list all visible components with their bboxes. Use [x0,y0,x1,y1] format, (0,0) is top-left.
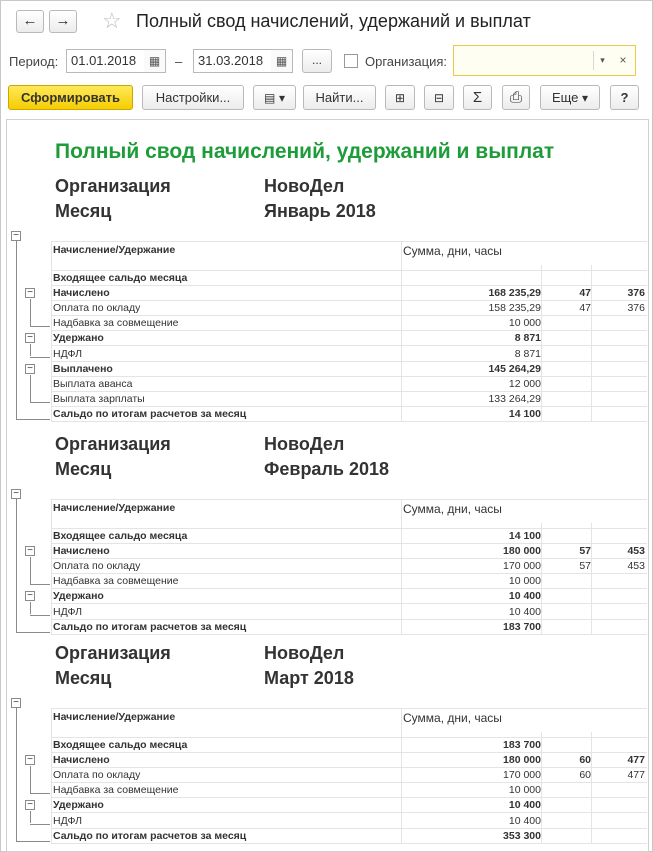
collapse-subgroup-icon[interactable]: − [25,288,35,298]
row-days: 60 [579,754,591,767]
row-amount: 180 000 [503,754,541,767]
collapse-subgroup-icon[interactable]: − [25,591,35,601]
row-label: НДФЛ [53,814,82,827]
row-amount: 170 000 [503,560,541,573]
date-from-field[interactable]: 01.01.2018 [66,49,166,73]
table-row [51,605,647,620]
collapse-subgroup-icon[interactable]: − [25,364,35,374]
period-label: Период: [9,54,59,69]
row-amount: 14 100 [508,407,541,420]
choose-period-button[interactable]: ... [302,49,332,73]
row-days: 47 [579,302,591,315]
chevron-down-icon: ▾ [582,91,589,105]
calendar-from-button[interactable] [144,49,166,73]
row-label: Выплата аванса [53,377,133,390]
section-table [51,241,647,422]
subgroup-tree-line [30,357,50,358]
more-button[interactable] [540,85,600,110]
collapse-group-icon[interactable]: − [11,489,21,499]
table-header [51,499,647,529]
row-amount: 145 264,29 [488,362,541,375]
row-amount: 14 100 [508,530,541,542]
table-row [51,347,647,362]
row-days: 57 [579,545,591,558]
column-divider [401,241,402,422]
month-value: Январь 2018 [264,201,376,221]
table-row [51,407,647,422]
column-header-item: Начисление/Удержание [53,502,176,514]
column-divider [591,265,592,422]
row-hours: 376 [627,302,645,315]
org-value: НовоДел [264,643,345,663]
section-table [51,499,647,635]
organization-label: Организация: [365,54,448,69]
column-divider [401,708,402,844]
table-row [51,301,647,316]
printer-icon: ⎙ [509,89,522,106]
group-tree-line [16,708,17,841]
row-amount: 10 400 [508,590,541,603]
month-label: Месяц [55,201,112,221]
period-dash: – [175,54,183,69]
row-label: Начислено [53,754,110,767]
favorite-star-icon[interactable]: ☆ [102,8,122,33]
row-amount: 12 000 [508,377,541,390]
table-row [51,783,647,798]
expand-all-button[interactable] [385,85,415,110]
table-row [51,362,647,377]
row-amount: 180 000 [503,545,541,558]
chevron-down-icon[interactable]: ▾ [593,51,611,70]
row-label: Входящее сальдо месяца [53,530,188,542]
section-table [51,708,647,844]
help-icon: ? [620,90,629,105]
month-label: Месяц [55,459,112,479]
month-label: Месяц [55,668,112,688]
print-button[interactable] [502,85,530,110]
calendar-to-button[interactable] [271,49,293,73]
row-hours: 477 [627,769,645,782]
expand-groups-icon: ⊞ [394,91,406,105]
column-header-amount: Сумма, дни, часы [403,244,502,258]
row-label: Выплачено [53,362,113,375]
find-button[interactable]: Найти... [303,85,376,110]
subgroup-tree-line [30,326,50,327]
subgroup-tree-line [30,615,50,616]
table-row [51,753,647,768]
row-label: Сальдо по итогам расчетов за месяц [53,829,247,842]
month-value: Февраль 2018 [264,459,389,479]
row-amount: 168 235,29 [488,287,541,300]
row-label: Выплата зарплаты [53,392,145,405]
row-hours: 453 [627,560,645,573]
org-value: НовоДел [264,434,345,454]
table-row [51,620,647,635]
row-label: Удержано [53,799,104,812]
row-amount: 10 400 [508,814,541,827]
row-label: Сальдо по итогам расчетов за месяц [53,620,247,633]
column-divider [51,241,52,422]
row-amount: 10 000 [508,317,541,330]
row-amount: 10 000 [508,575,541,588]
row-label: Удержано [53,590,104,603]
table-row [51,544,647,559]
subgroup-tree-line [30,793,50,794]
clear-icon[interactable]: × [619,53,627,67]
row-amount: 183 700 [503,739,541,751]
row-amount: 8 871 [514,332,541,345]
chevron-down-icon: ▾ [278,91,285,105]
row-label: Надбавка за совмещение [53,575,179,588]
table-row [51,768,647,783]
column-divider [51,708,52,844]
row-label: Входящее сальдо месяца [53,739,188,751]
row-label: Надбавка за совмещение [53,317,179,330]
table-row [51,286,647,301]
row-days: 57 [579,560,591,573]
collapse-group-icon[interactable]: − [11,231,21,241]
row-label: Сальдо по итогам расчетов за месяц [53,407,247,420]
row-amount: 8 871 [514,347,541,360]
row-amount: 10 400 [508,605,541,618]
column-divider [541,265,542,422]
collapse-all-button[interactable] [424,85,454,110]
row-label: Оплата по окладу [53,560,141,573]
table-row [51,392,647,407]
row-amount: 183 700 [503,620,541,633]
row-amount: 10 400 [508,799,541,812]
row-hours: 477 [627,754,645,767]
report-title: Полный свод начислений, удержаний и выплат [55,140,555,163]
row-amount: 170 000 [503,769,541,782]
generate-button[interactable]: Сформировать [8,85,133,110]
settings-button[interactable]: Настройки... [142,85,244,110]
organization-field[interactable] [453,45,636,76]
forward-button[interactable] [49,10,77,33]
column-divider [541,523,542,635]
row-amount: 353 300 [503,829,541,842]
table-row [51,377,647,392]
back-button[interactable] [16,10,44,33]
group-tree-line [16,419,50,420]
group-tree-line [16,632,50,633]
row-label: НДФЛ [53,347,82,360]
table-row [51,798,647,813]
row-days: 47 [579,287,591,300]
row-amount: 158 235,29 [488,302,541,315]
row-label: Надбавка за совмещение [53,784,179,797]
collapse-subgroup-icon[interactable]: − [25,755,35,765]
window-title: Полный свод начислений, удержаний и выплат [136,11,531,31]
row-label: Начислено [53,287,110,300]
table-row [51,589,647,604]
collapse-subgroup-icon[interactable]: − [25,800,35,810]
table-header [51,708,647,738]
table-row [51,829,647,844]
table-row [51,316,647,331]
collapse-group-icon[interactable]: − [11,698,21,708]
report-spreadsheet[interactable] [6,119,649,852]
arrow-left-icon: ← [22,12,38,29]
sigma-icon: Σ [472,89,483,106]
group-tree-line [16,241,17,419]
row-label: НДФЛ [53,605,82,618]
column-divider [401,499,402,635]
column-divider [591,732,592,844]
subgroup-tree-line [30,766,31,793]
report-variant-button[interactable] [253,85,296,110]
help-button[interactable] [610,85,639,110]
row-hours: 376 [627,287,645,300]
collapse-subgroup-icon[interactable]: − [25,333,35,343]
report-variant-icon: ▤ [264,91,276,105]
row-hours: 453 [627,545,645,558]
table-row [51,738,647,753]
subgroup-tree-line [30,375,31,402]
row-days: 60 [579,769,591,782]
column-header-item: Начисление/Удержание [53,244,176,256]
month-value: Март 2018 [264,668,354,688]
organization-checkbox[interactable] [344,54,358,68]
row-amount: 133 264,29 [488,392,541,405]
column-divider [541,732,542,844]
row-label: Входящее сальдо месяца [53,272,188,284]
subgroup-tree-line [30,811,31,823]
column-divider [591,523,592,635]
org-value: НовоДел [264,176,345,196]
group-tree-line [16,499,17,632]
subgroup-tree-line [30,602,31,614]
table-header [51,241,647,271]
row-label: Начислено [53,545,110,558]
subgroup-tree-line [30,584,50,585]
column-header-item: Начисление/Удержание [53,711,176,723]
org-label: Организация [55,176,171,196]
table-row [51,331,647,346]
column-divider [51,499,52,635]
subgroup-tree-line [30,402,50,403]
subgroup-tree-line [30,557,31,584]
calendar-icon: ▦ [275,54,288,68]
collapse-subgroup-icon[interactable]: − [25,546,35,556]
row-label: Удержано [53,332,104,345]
sum-button[interactable] [463,85,492,110]
table-row [51,529,647,544]
table-row [51,271,647,286]
column-header-amount: Сумма, дни, часы [403,502,502,516]
subgroup-tree-line [30,824,50,825]
table-row [51,574,647,589]
table-row [51,559,647,574]
date-to-field[interactable]: 31.03.2018 [193,49,293,73]
org-label: Организация [55,434,171,454]
row-label: Оплата по окладу [53,769,141,782]
more-label: Еще [551,90,579,105]
column-header-amount: Сумма, дни, часы [403,711,502,725]
subgroup-tree-line [30,299,31,326]
row-amount: 10 000 [508,784,541,797]
arrow-right-icon: → [55,12,71,29]
org-label: Организация [55,643,171,663]
table-row [51,814,647,829]
group-tree-line [16,841,50,842]
collapse-groups-icon: ⊟ [433,91,445,105]
subgroup-tree-line [30,344,31,356]
calendar-icon: ▦ [148,54,161,68]
row-label: Оплата по окладу [53,302,141,315]
